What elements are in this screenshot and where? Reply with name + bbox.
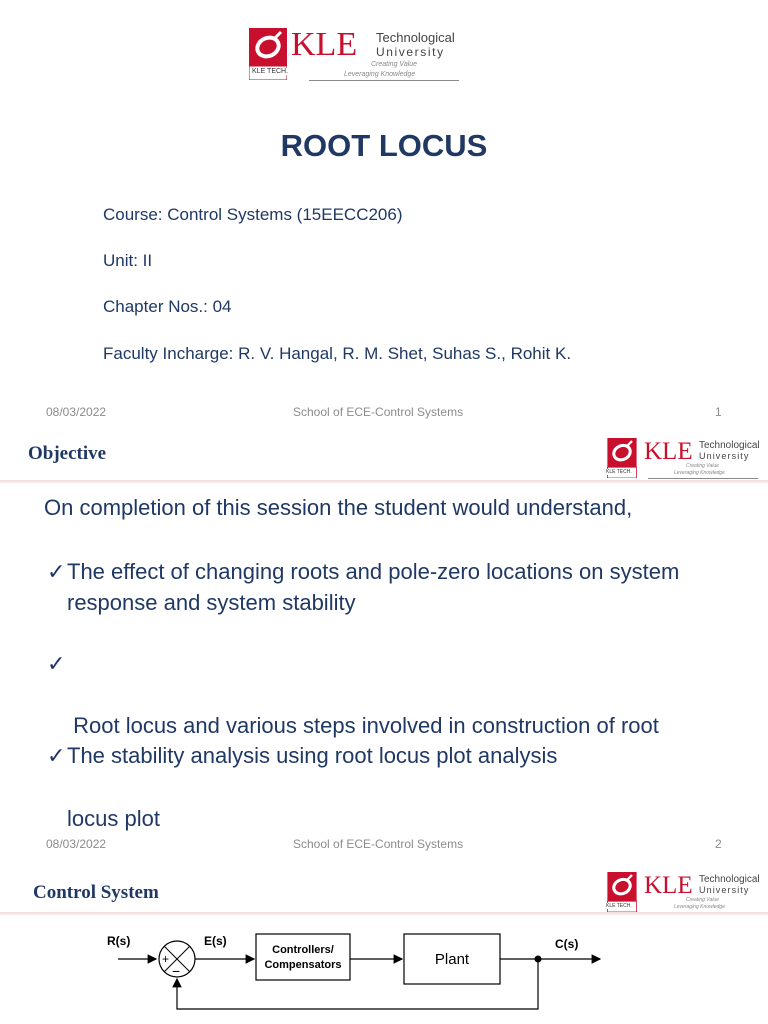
logo-tagline-1: Creating Value (686, 463, 719, 469)
slide-1 (0, 0, 768, 432)
logo-tagline-2: Leveraging Knowledge (674, 904, 725, 910)
logo-kle-text: KLE (644, 438, 693, 465)
bullet-line: locus plot (67, 806, 160, 831)
course-text: Course: Control Systems (15EECC206) (103, 205, 403, 224)
summing-junction (159, 941, 195, 979)
footer-date: 08/03/2022 (46, 837, 107, 851)
error-label: E(s) (204, 934, 227, 948)
svg-text:+: + (162, 952, 170, 966)
footer-date: 08/03/2022 (46, 405, 107, 419)
slide-title: Control System (33, 882, 159, 903)
svg-text:−: − (172, 963, 181, 979)
checkmark-icon: ✓ (47, 559, 66, 584)
faculty-text: Faculty Incharge: R. V. Hangal, R. M. Shet, Suhas S., Rohit K. (103, 344, 572, 363)
controller-label-1: Controllers/ (272, 944, 334, 956)
logo-tagline-2: Leveraging Knowledge (674, 470, 725, 476)
checkmark-icon: ✓ (47, 651, 66, 676)
slide-2 (0, 432, 768, 864)
bullet-line: The stability analysis using root locus plot analysis (67, 743, 558, 768)
footer-page: 2 (715, 837, 722, 851)
bullet-line: Root locus and various steps involved in construction of root (67, 713, 659, 738)
output-label: C(s) (555, 937, 579, 951)
slide-3 (0, 864, 768, 1024)
footer-school: School of ECE-Control Systems (293, 837, 464, 851)
logo-badge: KLE TECH. (606, 469, 632, 475)
logo-tagline-1: Creating Value (686, 897, 719, 903)
logo-underline (309, 80, 459, 81)
controller-label-2: Compensators (264, 959, 342, 971)
logo-badge: KLE TECH. (252, 68, 289, 75)
bullet-line: response and system stability (67, 590, 356, 615)
logo-tagline-1: Creating Value (371, 61, 418, 68)
title-separator (0, 480, 768, 483)
plant-label: Plant (434, 951, 470, 968)
logo-university-text: University (699, 885, 750, 895)
logo-technological-text: Technological (699, 874, 760, 885)
logo-university-text: University (376, 45, 445, 59)
kle-logo (604, 438, 764, 480)
unit-text: Unit: II (103, 251, 153, 270)
logo-kle-text: KLE (644, 872, 693, 899)
input-label: R(s) (107, 934, 131, 948)
checkmark-icon: ✓ (47, 743, 66, 768)
logo-badge: KLE TECH. (606, 903, 632, 909)
page-title: ROOT LOCUS (280, 128, 488, 163)
logo-kle-text: KLE (291, 26, 358, 63)
logo-technological-text: Technological (699, 440, 760, 451)
chapter-text: Chapter Nos.: 04 (103, 297, 232, 316)
logo-underline (648, 478, 758, 479)
logo-university-text: University (699, 451, 750, 461)
logo-tagline-2: Leveraging Knowledge (344, 71, 416, 78)
footer-school: School of ECE-Control Systems (293, 405, 464, 419)
objective-bullet (47, 556, 747, 618)
slide-title: Objective (28, 443, 107, 464)
objective-lead: On completion of this session the student would understand, (44, 495, 633, 520)
controller-block (256, 934, 350, 980)
bullet-line: The effect of changing roots and pole-zero locations on system (67, 559, 680, 584)
footer-page: 1 (715, 405, 722, 419)
kle-logo (249, 28, 469, 84)
block-diagram (0, 864, 768, 1024)
objective-bullet (47, 740, 747, 772)
logo-technological-text: Technological (376, 30, 455, 45)
